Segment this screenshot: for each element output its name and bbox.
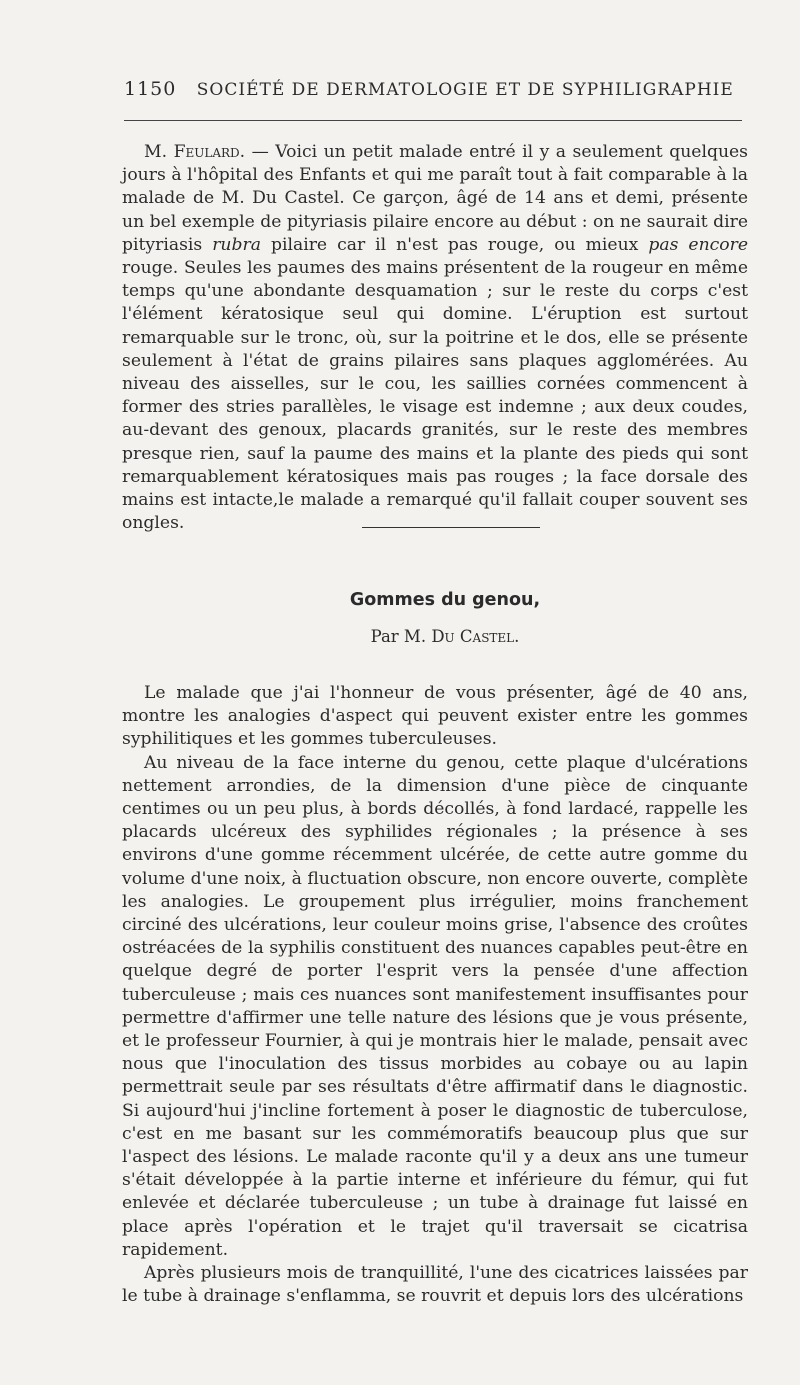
speaker-name: Feulard: [173, 142, 240, 162]
byline-suffix: .: [514, 627, 520, 646]
text-run: pilaire car il n'est pas rouge, ou mieux: [260, 234, 649, 255]
text-run: rouge. Seules les paumes des mains présentent de la rougeur en même temps qu'une abondante desquamation ; sur le reste du corps c'est l'élément kératosique seul qui domine. L'éruption est surtout remarquable sur le tronc, où, sur la poitrine et le dos, elle se présente seulement à l'état de grains pilaires sans plaques agglomérées. Au niveau des aisselles, sur le cou, les saillies cornées commencent à former des stries parallèles, le visage est indemne ; aux deux coudes, au-devant des genoux, placards granités, sur le reste des membres presque rien, sauf la paume des mains et la plante des pieds qui sont remarquablement kératosiques mais pas rouges ; la face dorsale des mains est intacte,le malade a remarqué qu'il fallait couper souvent ses ongles.: [122, 258, 748, 534]
speaker-dash: . —: [239, 142, 276, 162]
paragraph-feulard: [122, 141, 748, 535]
article-title: Gommes du genou,: [349, 590, 541, 610]
section-divider: [362, 527, 540, 528]
paragraph: Après plusieurs mois de tranquillité, l'une des cicatrices laissées par le tube à drainage s'enflamma, se rouvrit et depuis lors des ulcérations: [122, 1263, 748, 1307]
header-rule: [124, 120, 742, 121]
byline-prefix: Par M.: [370, 627, 432, 646]
section-du-castel: [122, 682, 748, 1308]
page-number: 1150: [124, 78, 177, 100]
speaker-prefix: M.: [144, 142, 174, 162]
article-byline: [0, 627, 800, 646]
paragraph: Le malade que j'ai l'honneur de vous présenter, âgé de 40 ans, montre les analogies d'aspect qui peuvent exister entre les gommes syphilitiques et les gommes tuberculeuses.: [122, 683, 748, 750]
byline-author: Du Castel: [431, 627, 515, 646]
section-feulard: [122, 141, 748, 535]
running-header: [124, 78, 740, 100]
italic-term: pas encore: [648, 234, 748, 255]
running-title: SOCIÉTÉ DE DERMATOLOGIE ET DE SYPHILIGRAPHIE: [196, 80, 734, 100]
italic-term: rubra: [212, 234, 261, 255]
paragraph: Au niveau de la face interne du genou, cette plaque d'ulcérations nettement arrondies, de la dimension d'une pièce de cinquante centimes ou un peu plus, à bords décollés, à fond lardacé, rappelle les placards ulcéreux des syphilides régionales ; la présence à ses environs d'une gomme récemment ulcérée, de cette autre gomme du volume d'une noix, à fluctuation obscure, non encore ouverte, complète les analogies. Le groupement plus irrégulier, moins franchement circiné des ulcérations, leur couleur moins grise, l'absence des croûtes ostréacées de la syphilis constituent des nuances capables peut-être en quelque degré de porter l'esprit vers la pensée d'une affection tuberculeuse ; mais ces nuances sont manifestement insuffisantes pour permettre d'affirmer une telle nature des lésions que je vous présente, et le professeur Fournier, à qui je montrais hier le malade, pensait avec nous que l'inoculation des tissus morbides au cobaye ou au lapin permettrait seule par ses résultats d'être affirmatif dans le diagnostic. Si aujourd'hui j'incline fortement à poser le diagnostic de tuberculose, c'est en me basant sur les commémoratifs beaucoup plus que sur l'aspect des lésions. Le malade raconte qu'il y a deux ans une tumeur s'était développée à la partie interne et inférieure du fémur, qui fut enlevée et déclarée tuberculeuse ; un tube à drainage fut laissé en place après l'opération et le trajet qu'il traversait se cicatrisa rapidement.: [122, 752, 748, 1260]
text-run: Voici un petit malade entré il y a seulement quelques jours à l'hôpital des Enfants et qui me paraît tout à fait comparable à la malade de M. Du Castel. Ce garçon, âgé de 14 ans et demi, présente un bel exemple de pityriasis pilaire encore au début : on ne saurait dire pityriasis: [122, 142, 749, 255]
